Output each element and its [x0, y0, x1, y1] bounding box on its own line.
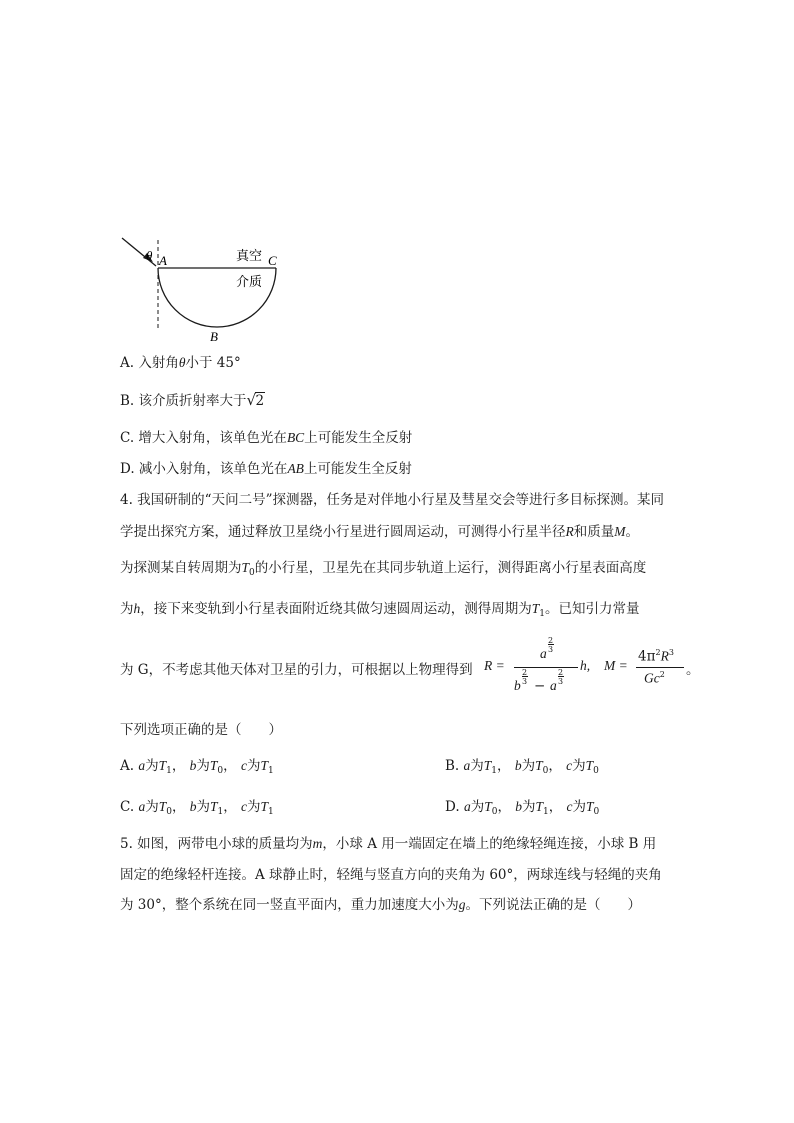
- q4-option-a: A. a为$T_1$， b为$T_0$， c为$T_1$: [120, 758, 274, 776]
- vacuum-label: 真空: [236, 249, 263, 264]
- q4-option-d: D. a为$T_0$， b为$T_1$， c为$T_0$: [445, 799, 600, 817]
- formula-r-fraction: a 2 3 b 2 3 − a 2 3: [514, 636, 578, 698]
- point-b-label: B: [210, 329, 218, 344]
- q4-line-1: 4. 我国研制的“天问二号”探测器，任务是对伴地小行星及彗星交会等进行多目标探测。某同: [120, 492, 664, 508]
- point-c-label: C: [268, 253, 277, 268]
- sqrt-symbol: √ 2: [246, 391, 265, 409]
- q4-line-3: 为探测某自转周期为$T_0$的小行星，卫星先在其同步轨道上运行，测得距离小行星表面高度: [120, 560, 647, 578]
- q3-option-c: C. 增大入射角，该单色光在BC上可能发生全反射: [120, 430, 413, 446]
- theta-label: θ: [146, 248, 153, 263]
- q5-line-3: 为 30°，整个系统在同一竖直平面内，重力加速度大小为g。下列说法正确的是（ ）: [120, 897, 641, 913]
- q3-option-a: A. 入射角θ小于 45°: [120, 355, 241, 371]
- q4-line-2: 学提出探究方案，通过释放卫星绕小行星进行圆周运动，可测得小行星半径R和质量M。: [120, 524, 639, 540]
- q4-line-4: 为h，接下来变轨到小行星表面附近绕其做匀速圆周运动，测得周期为$T_1$。已知引力常量: [120, 601, 640, 619]
- medium-label: 介质: [236, 275, 263, 290]
- q5-line-2: 固定的绝缘轻杆连接。A 球静止时，轻绳与竖直方向的夹角为 60°，两球连线与轻绳的夹角: [120, 867, 662, 883]
- q5-line-1: 5. 如图，两带电小球的质量均为m，小球 A 用一端固定在墙上的绝缘轻绳连接，小球 B 用: [120, 836, 657, 852]
- refraction-diagram: [110, 230, 300, 345]
- formula-m-fraction: $4\pi^2R^3$ Gc$^2$: [636, 648, 684, 692]
- q3-option-b: B. 该介质折射率大于 √ 2: [120, 391, 265, 409]
- q3-option-d: D. 减小入射角，该单色光在AB上可能发生全反射: [120, 461, 412, 477]
- q4-option-b: B. a为$T_1$， b为$T_0$， c为$T_0$: [445, 758, 599, 776]
- point-a-label: A: [159, 253, 167, 268]
- q4-line-5: 为 G，不考虑其他天体对卫星的引力，可根据以上物理得到: [120, 662, 473, 678]
- q4-option-c: C. a为$T_0$， b为$T_1$， c为$T_1$: [120, 799, 274, 817]
- q4-question: 下列选项正确的是（ ）: [120, 722, 282, 738]
